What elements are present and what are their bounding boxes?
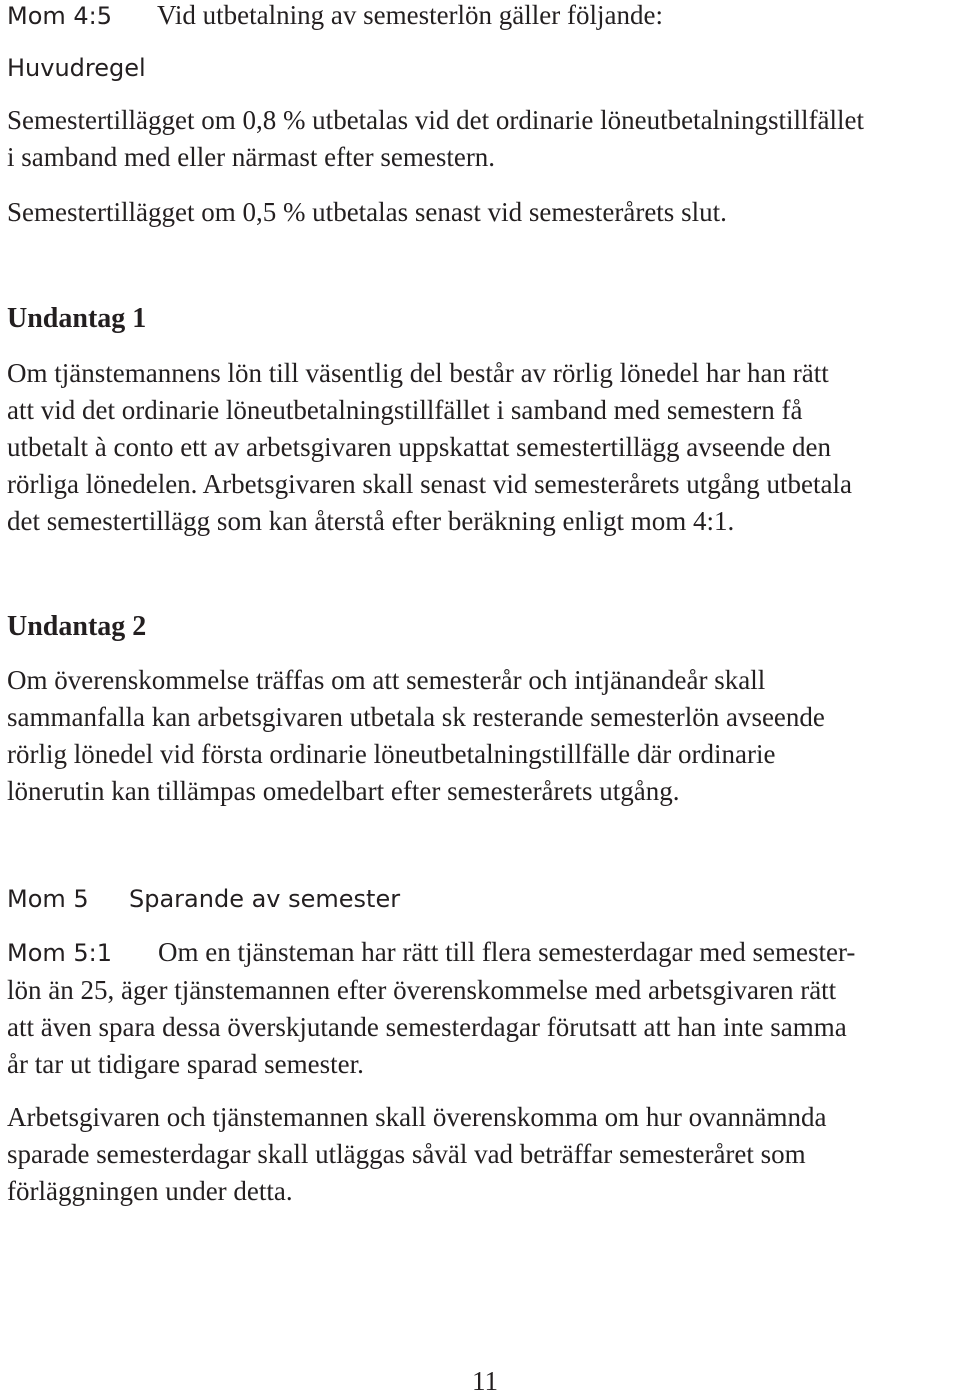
exception-1-heading: Undantag 1 [7,303,147,334]
mom-5-1-paragraph-2 [7,1099,947,1210]
text-line: Om överenskommelse träffas om att semesterår och intjänandeår skall [7,665,766,695]
text-line: lönerutin kan tillämpas omedelbart efter semesterårets utgång. [7,776,680,806]
text-line: förläggningen under detta. [7,1176,293,1206]
section-label: Mom 5 [7,885,89,913]
text-line [7,934,947,972]
text-line: Om tjänstemannens lön till väsentlig del består av rörlig lönedel har han rätt [7,358,829,388]
page-number: 11 [472,1366,498,1396]
text-line: Semestertillägget om 0,8 % utbetalas vid det ordinarie löneutbetalningstillfället [7,105,865,135]
mom-4-5-header [7,0,947,31]
text-line: sammanfalla kan arbetsgivaren utbetala sk resterande semesterlön avseende [7,702,825,732]
exception-2-heading: Undantag 2 [7,611,147,642]
text-line: rörliga lönedelen. Arbetsgivaren skall senast vid semesterårets utgång utbetala [7,469,852,499]
main-rule-heading: Huvudregel [7,54,146,82]
text-line: år tar ut tidigare sparad semester. [7,1049,364,1079]
text-line: att vid det ordinarie löneutbetalningstillfället i samband med semestern få [7,395,803,425]
section-label: Mom 4:5 [7,2,113,30]
exception-1-paragraph [7,355,947,540]
text-line: Arbetsgivaren och tjänstemannen skall överenskomma om hur ovannämnda [7,1102,827,1132]
text-line: utbetalt à conto ett av arbetsgivaren uppskattat semestertillägg avseende den [7,432,831,462]
text-line: lön än 25, äger tjänstemannen efter överenskommelse med arbetsgivaren rätt [7,975,837,1005]
text-line: sparade semesterdagar skall utläggas såväl vad beträffar semesteråret som [7,1139,806,1169]
text-line: rörlig lönedel vid första ordinarie löneutbetalningstillfälle där ordinarie [7,739,776,769]
text-line: Semestertillägget om 0,5 % utbetalas senast vid semesterårets slut. [7,197,727,227]
mom-5-header [7,884,947,914]
first-line-text: Om en tjänsteman har rätt till flera semesterdagar med semester- [158,937,856,967]
mom-5-1-paragraph [7,934,947,1083]
main-rule-paragraph-2 [7,194,947,231]
text-line: det semestertillägg som kan återstå efter beräkning enligt mom 4:1. [7,506,735,536]
section-title: Sparande av semester [129,885,401,913]
text-line: att även spara dessa överskjutande semesterdagar förutsatt att han inte samma [7,1012,847,1042]
main-rule-paragraph [7,102,947,176]
exception-2-paragraph [7,662,947,810]
subsection-label: Mom 5:1 [7,939,113,967]
section-intro: Vid utbetalning av semesterlön gäller följande: [157,0,663,30]
text-line: i samband med eller närmast efter semestern. [7,142,496,172]
